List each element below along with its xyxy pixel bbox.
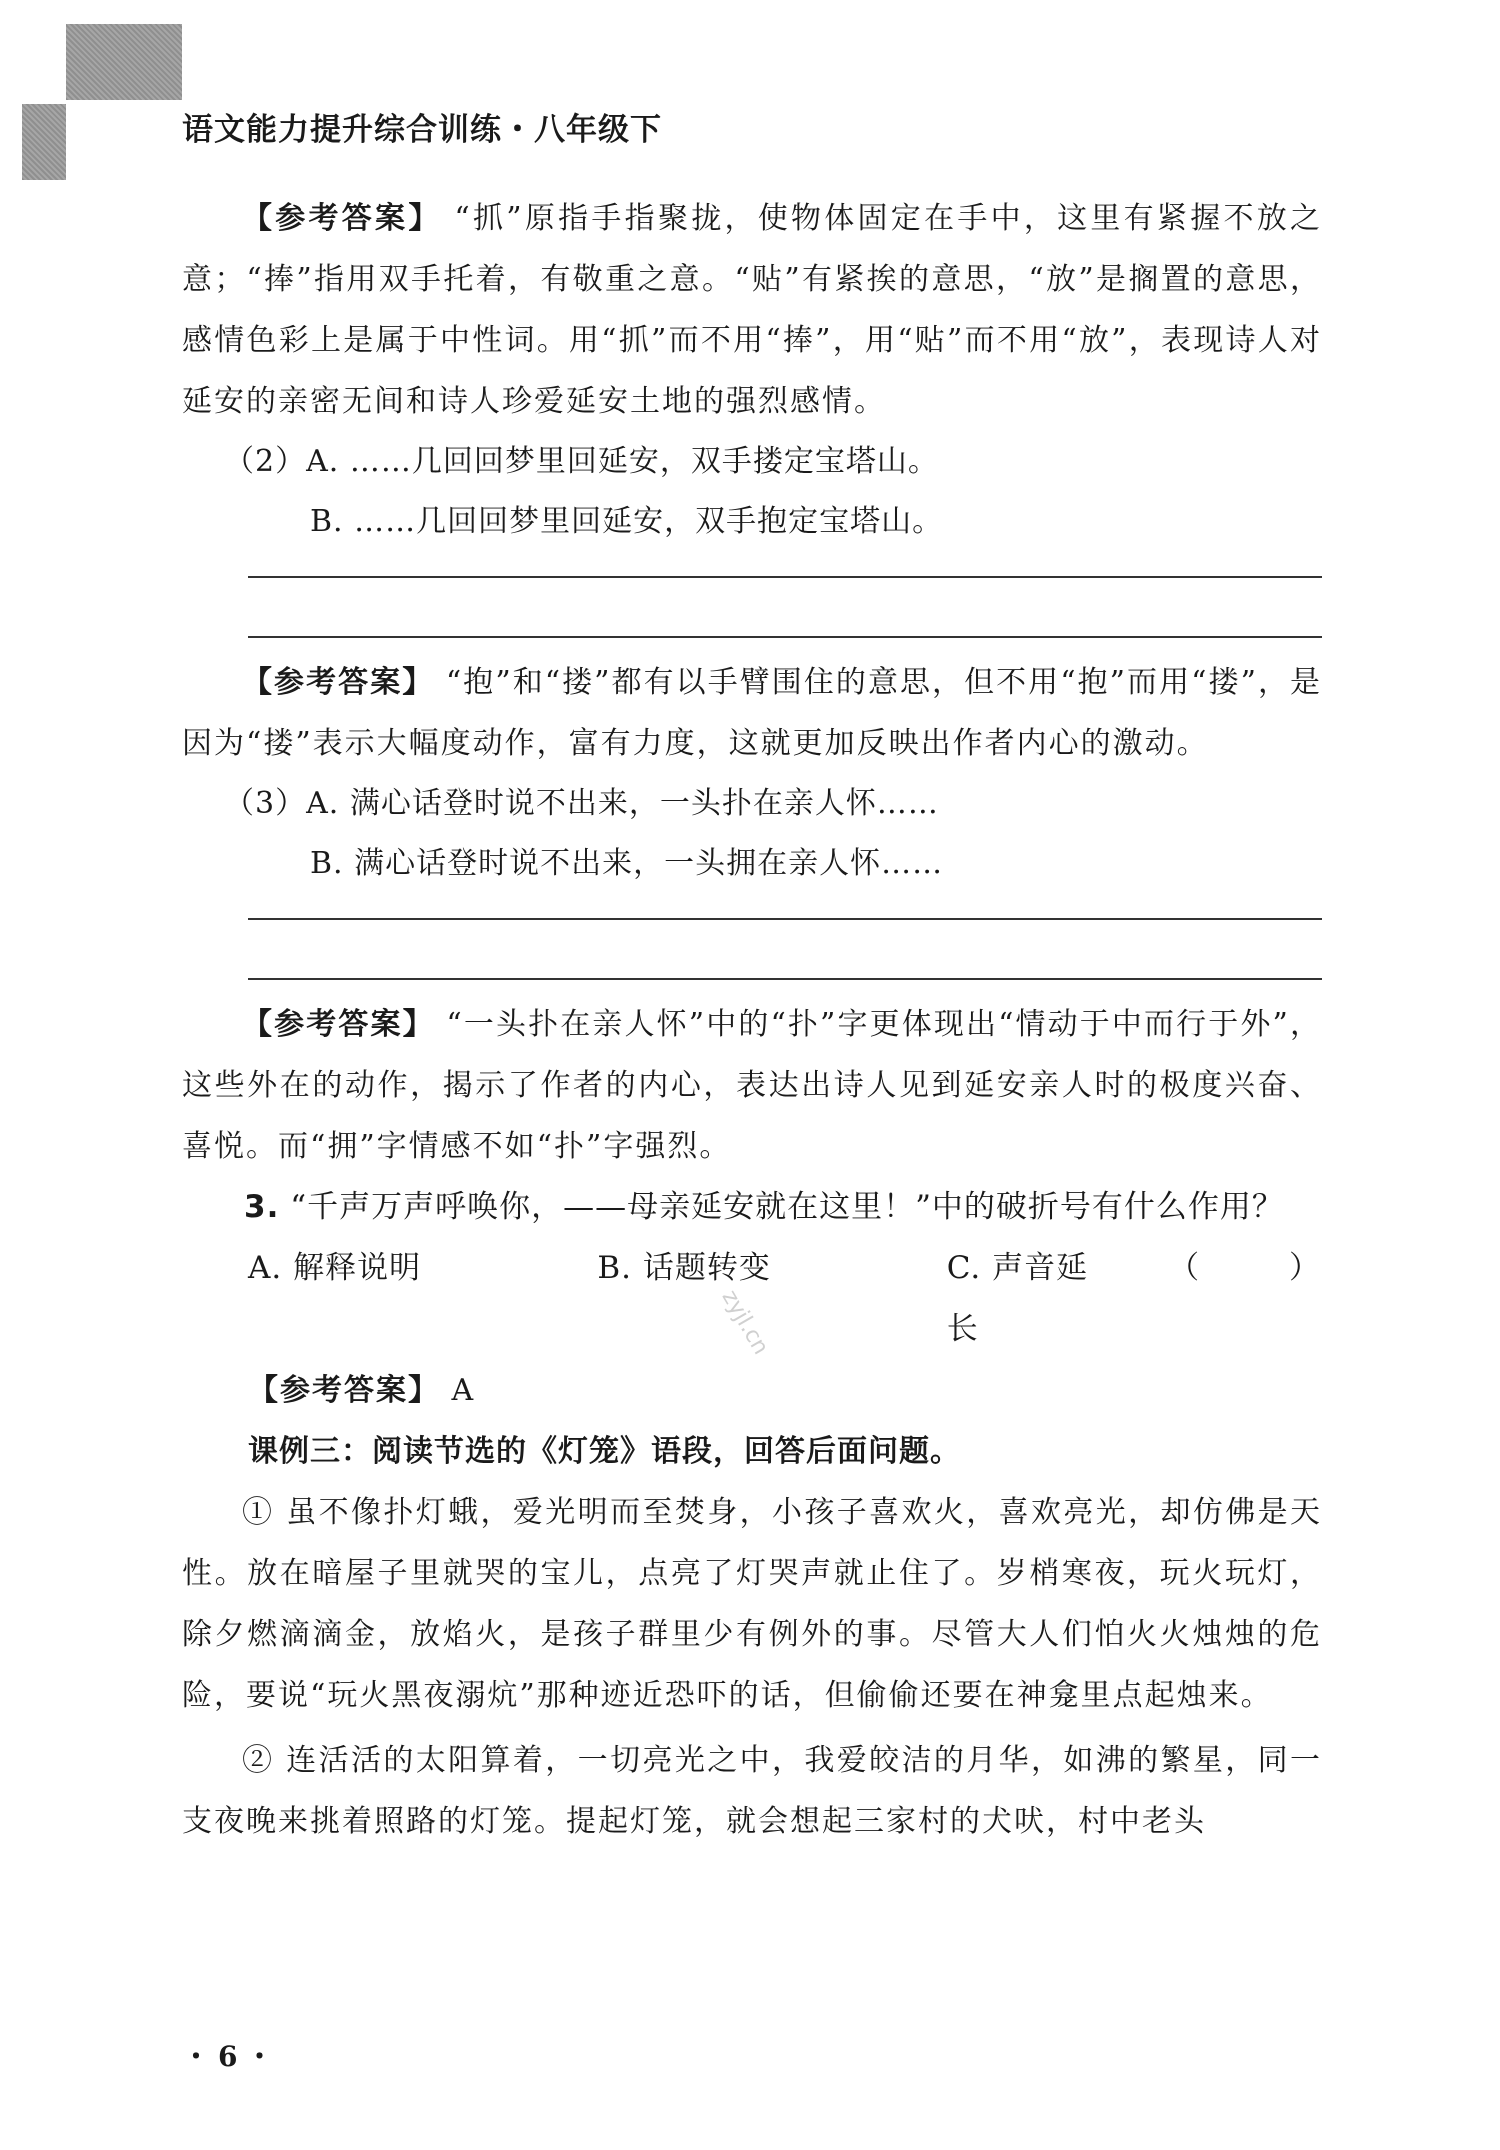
passage-paragraph-2: ② 连活活的太阳算着，一切亮光之中，我爱皎洁的月华，如沸的繁星，同一支夜晚来挑着照路的灯笼。提起灯笼，就会想起三家村的犬吠，村中老头	[182, 1743, 1322, 1839]
choice-a: A. 解释说明	[248, 1250, 422, 1286]
corner-decoration	[22, 104, 66, 180]
answer-line	[248, 978, 1322, 980]
question-number: 3.	[244, 1189, 280, 1225]
answer-text: “抓”原指手指聚拢，使物体固定在手中，这里有紧握不放之意；“捧”指用双手托着，有敬重之意。“贴”有紧挨的意思，“放”是搁置的意思，感情色彩上是属于中性词。用“抓”而不用“捧”，用“贴”而不用“放”，表现诗人对延安的亲密无间和诗人珍爱延安土地的强烈感情。	[182, 201, 1322, 419]
question-text: “千声万声呼唤你，——母亲延安就在这里！”中的破折号有什么作用？	[290, 1189, 1284, 1225]
answer-paren: （ ）	[1168, 1250, 1360, 1286]
running-header: 语文能力提升综合训练・八年级下	[182, 112, 662, 148]
page-content	[182, 188, 1360, 1852]
answer-block-1	[182, 188, 1322, 432]
question-3-option-b: B. 满心话登时说不出来，一头拥在亲人怀……	[310, 846, 944, 881]
answer-label: 【参考答案】	[242, 201, 442, 236]
watermark: zyjl.cn	[716, 1286, 774, 1359]
answer-line	[248, 918, 1322, 920]
choice-b: B. 话题转变	[597, 1250, 771, 1286]
answer-label: 【参考答案】	[242, 665, 435, 700]
answer-line	[248, 636, 1322, 638]
answer-block-2	[182, 652, 1322, 774]
question-2-option-a: （2）A. ……几回回梦里回延安，双手搂定宝塔山。	[224, 444, 939, 479]
answer-label: 【参考答案】	[242, 1007, 435, 1042]
corner-gap	[22, 60, 66, 100]
section-title: 课例三：阅读节选的《灯笼》语段，回答后面问题。	[248, 1434, 961, 1469]
answer-block-4	[182, 1360, 1322, 1421]
passage-paragraph-1: ① 虽不像扑灯蛾，爱光明而至焚身，小孩子喜欢火，喜欢亮光，却仿佛是天性。放在暗屋子里就哭的宝儿，点亮了灯哭声就止住了。岁梢寒夜，玩火玩灯，除夕燃滴滴金，放焰火，是孩子群里少有例外的事。尽管大人们怕火火烛烛的危险，要说“玩火黑夜溺炕”那种迹近恐吓的话，但偷偷还要在神龛里点起烛来。	[182, 1495, 1322, 1713]
question-3-option-a: （3）A. 满心话登时说不出来，一头扑在亲人怀……	[224, 786, 939, 821]
choice-c: C. 声音延长	[946, 1250, 1089, 1347]
page-number: ・6・	[182, 2040, 282, 2073]
answer-text: A	[451, 1373, 476, 1408]
question-2-option-b: B. ……几回回梦里回延安，双手抱定宝塔山。	[310, 504, 944, 539]
corner-decoration	[66, 24, 182, 100]
answer-label: 【参考答案】	[248, 1373, 440, 1408]
answer-block-3	[182, 994, 1322, 1177]
answer-text: “抱”和“搂”都有以手臂围住的意思，但不用“抱”而用“搂”，是因为“搂”表示大幅度动作，富有力度，这就更加反映出作者内心的激动。	[182, 665, 1323, 761]
answer-text: “一头扑在亲人怀”中的“扑”字更体现出“情动于中而行于外”，这些外在的动作，揭示了作者的内心，表达出诗人见到延安亲人时的极度兴奋、喜悦。而“拥”字情感不如“扑”字强烈。	[182, 1007, 1323, 1164]
answer-line	[248, 576, 1322, 578]
choice-list	[182, 1238, 1106, 1360]
